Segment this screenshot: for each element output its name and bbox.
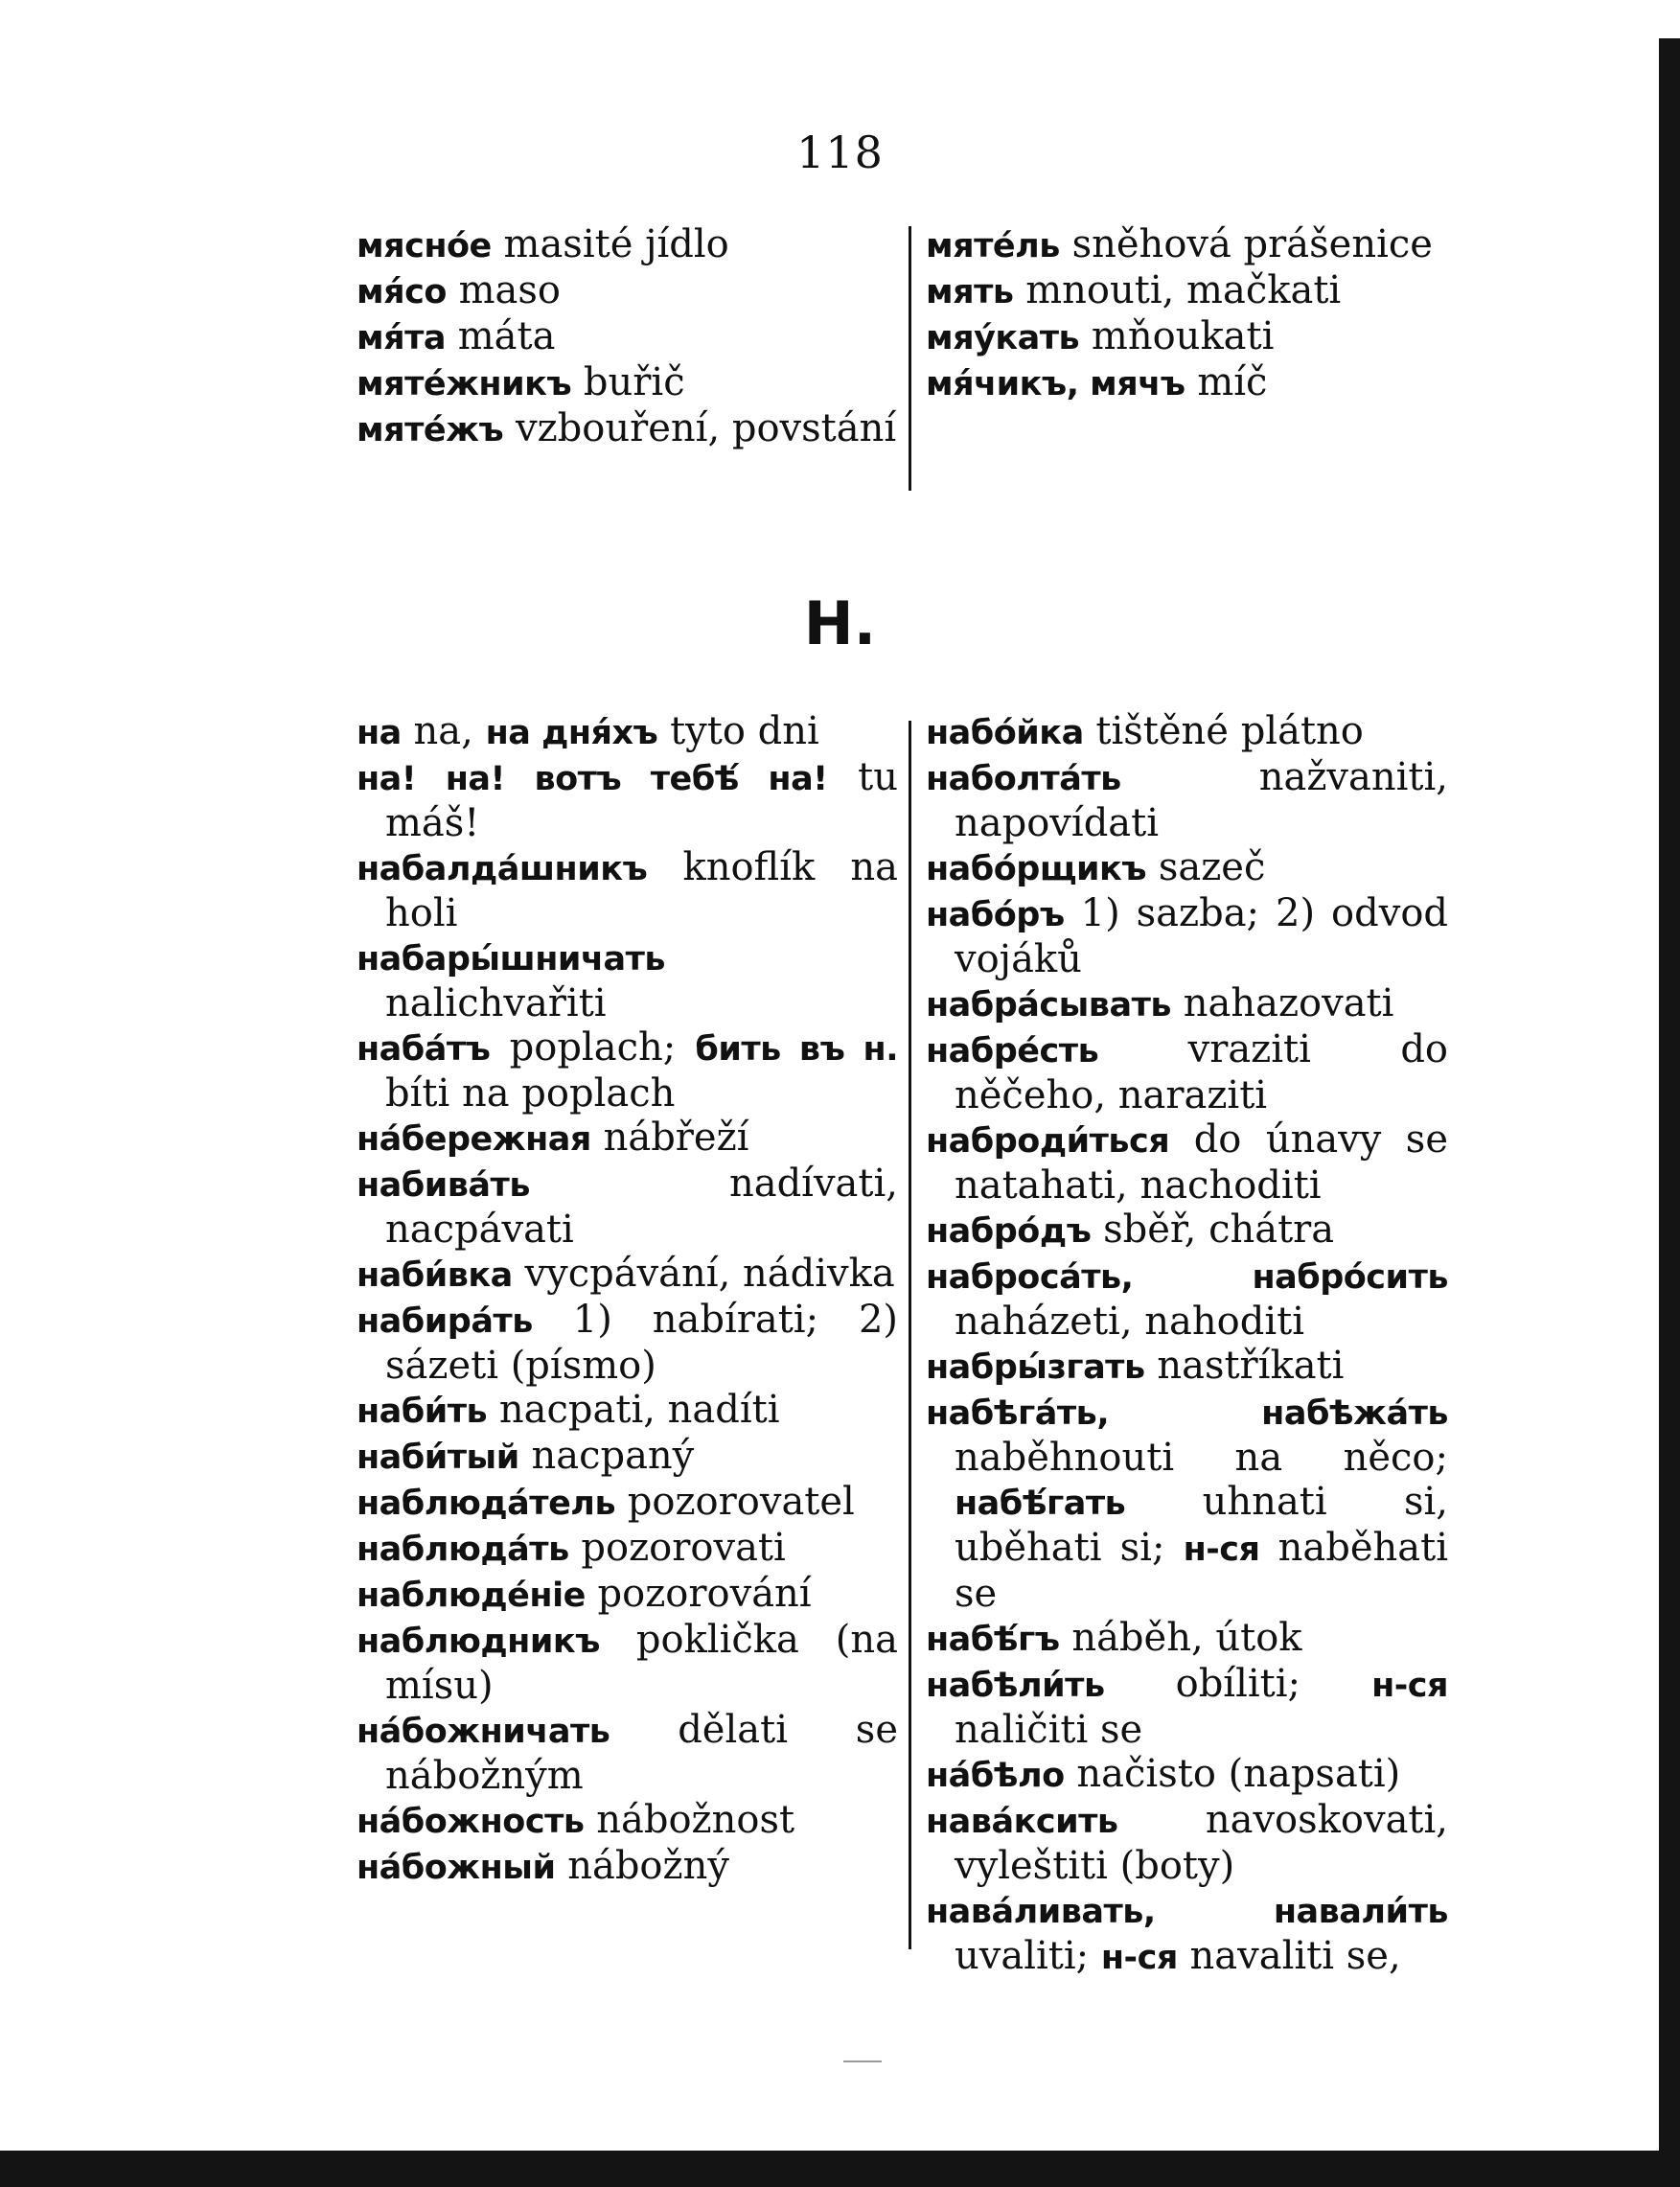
entry-translation: sazeč <box>1158 845 1266 889</box>
entry-headword: мя́со <box>357 273 447 311</box>
entry-translation: uhnati si, uběhati si; <box>955 1480 1449 1570</box>
entry-translation: knoflík na holi <box>385 845 898 935</box>
entry-translation: dělati se nábožným <box>385 1708 898 1798</box>
entry-translation: vraziti do něčeho, naraziti <box>955 1027 1448 1117</box>
entry-translation: náběh, útok <box>1071 1616 1302 1660</box>
entry-headword: набрáсывать <box>926 986 1171 1024</box>
entry-translation: pozorovatel <box>627 1480 855 1524</box>
dictionary-entry <box>357 1480 898 1526</box>
main-right-column <box>926 709 1448 1980</box>
dictionary-entry <box>357 222 898 268</box>
entry-headword: н-ся <box>1100 1939 1178 1977</box>
dictionary-entry <box>357 1025 898 1116</box>
dictionary-entry <box>926 1798 1448 1888</box>
main-column-divider <box>909 721 911 1949</box>
entry-headword: нáбожность <box>357 1803 585 1841</box>
top-right-column <box>926 222 1448 406</box>
entry-headword: набóрщикъ <box>926 850 1147 888</box>
entry-translation: sněhová prášenice <box>1071 222 1433 266</box>
entry-headword: набивáть <box>357 1166 530 1205</box>
entry-translation: na, <box>413 709 473 753</box>
dictionary-entry <box>926 1752 1448 1798</box>
dictionary-entry <box>926 1390 1448 1616</box>
entry-translation: nacpati, nadíti <box>498 1388 780 1432</box>
dictionary-entry <box>926 755 1448 845</box>
dictionary-entry <box>357 1844 898 1890</box>
dictionary-entry <box>926 222 1448 268</box>
entry-headword: набѣгáть, набѣжáть <box>926 1394 1448 1433</box>
entry-headword: набáтъ <box>357 1030 491 1069</box>
entry-headword: набры́згать <box>926 1348 1145 1387</box>
entry-translation: máta <box>457 314 556 358</box>
dictionary-entry <box>357 1798 898 1844</box>
entry-translation: nábřeží <box>603 1116 749 1160</box>
entry-translation: navaliti se, <box>1189 1934 1401 1978</box>
dictionary-entry <box>926 1027 1448 1117</box>
entry-headword: мятéжъ <box>357 411 504 449</box>
entry-headword: навáливать, навали́ть <box>926 1893 1448 1931</box>
entry-headword: мя́чикъ, мячъ <box>926 365 1185 403</box>
entry-translation: pozorovati <box>581 1526 786 1570</box>
entry-headword: набѣ́гать <box>955 1485 1126 1523</box>
entry-headword: мяýкать <box>926 319 1080 357</box>
entry-headword: наби́ть <box>357 1393 488 1431</box>
entry-headword: мять <box>926 273 1014 311</box>
entry-headword: набрóдъ <box>926 1212 1092 1251</box>
dictionary-entry <box>357 709 898 755</box>
dictionary-entry <box>926 1662 1448 1752</box>
entry-translation: buřič <box>583 360 685 404</box>
dictionary-entry <box>357 1526 898 1572</box>
entry-headword: наблюдникъ <box>357 1623 600 1661</box>
dictionary-entry <box>357 268 898 314</box>
entry-headword: навáксить <box>926 1803 1118 1841</box>
entry-headword: наби́тый <box>357 1439 519 1477</box>
top-column-divider <box>909 226 911 491</box>
dictionary-entry <box>926 1254 1448 1344</box>
entry-headword: нáбережная <box>357 1120 591 1159</box>
entry-translation: bíti na poplach <box>385 1071 676 1116</box>
dictionary-entry <box>926 268 1448 314</box>
dictionary-entry <box>926 891 1448 981</box>
dictionary-entry <box>357 1388 898 1434</box>
entry-translation: poplach; <box>509 1025 677 1070</box>
dictionary-entry <box>357 1708 898 1798</box>
entry-headword: н-ся <box>1371 1667 1448 1705</box>
entry-translation: vzbouření, povstání <box>515 406 897 450</box>
dictionary-entry <box>926 1117 1448 1208</box>
dictionary-entry <box>926 709 1448 755</box>
entry-translation: uvaliti; <box>955 1934 1090 1978</box>
entry-headword: набалдáшникъ <box>357 850 648 888</box>
dictionary-entry <box>926 1888 1448 1980</box>
entry-headword: набѣли́ть <box>926 1667 1105 1705</box>
dictionary-entry <box>926 314 1448 360</box>
dictionary-entry <box>926 1616 1448 1662</box>
dictionary-entry <box>357 845 898 935</box>
entry-headword: мя́та <box>357 319 446 357</box>
entry-headword: нáбѣло <box>926 1757 1065 1795</box>
entry-translation: mňoukati <box>1091 314 1275 358</box>
entry-headword: набѣ́гъ <box>926 1621 1060 1659</box>
entry-translation: nažvaniti, napovídati <box>955 755 1448 845</box>
entry-translation: nastříkati <box>1157 1344 1345 1388</box>
dictionary-entry <box>357 1572 898 1618</box>
entry-headword: наби́вка <box>357 1256 513 1295</box>
dictionary-entry <box>926 1344 1448 1390</box>
entry-translation: naběhnouti na něco; <box>955 1436 1448 1480</box>
dictionary-entry <box>926 981 1448 1027</box>
entry-headword: наблюдéніе <box>357 1577 586 1615</box>
entry-translation: nábožnost <box>596 1798 795 1842</box>
entry-translation: nacpaný <box>531 1434 695 1478</box>
dictionary-entry <box>357 1298 898 1388</box>
entry-translation: obíliti; <box>1175 1662 1301 1706</box>
dictionary-entry <box>357 1162 898 1252</box>
entry-headword: на <box>357 714 402 752</box>
entry-translation: pozorování <box>597 1572 812 1616</box>
entry-headword: мятéжникъ <box>357 365 572 403</box>
entry-translation: maso <box>458 268 561 312</box>
dictionary-entry <box>357 360 898 406</box>
dictionary-entry <box>357 314 898 360</box>
dictionary-entry <box>357 406 898 452</box>
entry-headword: набóйка <box>926 714 1084 752</box>
top-left-column <box>357 222 898 452</box>
entry-translation: 1) nabírati; 2) sázeti (písmo) <box>385 1298 898 1388</box>
entry-headword: набросáть, набрóсить <box>926 1258 1448 1297</box>
scan-speck <box>843 2060 882 2062</box>
dictionary-entry <box>926 360 1448 406</box>
entry-translation: naběhati se <box>955 1526 1448 1616</box>
entry-translation: naházeti, nahoditi <box>955 1300 1304 1344</box>
dictionary-entry <box>357 1434 898 1480</box>
scan-border-bottom <box>0 2151 1680 2187</box>
main-left-column <box>357 709 898 1890</box>
dictionary-entry <box>357 1618 898 1708</box>
entry-headword: набирáть <box>357 1302 533 1341</box>
entry-translation: nalichvařiti <box>385 981 607 1025</box>
entry-translation: nábožný <box>567 1844 729 1888</box>
entry-translation: masité jídlo <box>503 222 729 266</box>
entry-translation: vycpávání, nádivka <box>524 1252 895 1296</box>
entry-headword: нáбожный <box>357 1849 556 1887</box>
entry-headword: на дня́хъ <box>485 714 658 752</box>
dictionary-entry <box>357 1252 898 1298</box>
entry-headword: набрéсть <box>926 1032 1099 1070</box>
entry-headword: н-ся <box>1183 1531 1260 1569</box>
dictionary-entry <box>926 845 1448 891</box>
entry-translation: poklička (na mísu) <box>385 1618 898 1708</box>
entry-headword: мяснóе <box>357 227 492 265</box>
entry-headword: мятéль <box>926 227 1060 265</box>
entry-headword: наброди́ться <box>926 1122 1170 1161</box>
entry-translation: sběř, chátra <box>1103 1208 1335 1252</box>
entry-headword: набары́шничать <box>357 940 666 978</box>
dictionary-entry <box>926 1208 1448 1254</box>
entry-translation: míč <box>1197 360 1268 404</box>
entry-translation: navoskovati, vyleštiti (boty) <box>955 1798 1448 1888</box>
entry-headword: наблюдáть <box>357 1531 569 1569</box>
entry-headword: наболтáть <box>926 760 1121 798</box>
entry-translation: 1) sazba; 2) odvod vojáků <box>955 891 1449 981</box>
entry-headword: наблюдáтель <box>357 1485 616 1523</box>
entry-translation: naličiti se <box>955 1708 1143 1752</box>
entry-translation: tu máš! <box>385 755 898 845</box>
entry-translation: tyto dni <box>670 709 819 753</box>
entry-translation: tištěné plátno <box>1095 709 1364 753</box>
entry-translation: nadívati, nacpávati <box>385 1162 898 1252</box>
entry-headword: нáбожничать <box>357 1713 610 1751</box>
entry-headword: бить въ н. <box>695 1030 899 1069</box>
page-number: 118 <box>796 127 884 178</box>
entry-translation: načisto (napsati) <box>1076 1752 1401 1796</box>
entry-translation: nahazovati <box>1183 981 1394 1025</box>
entry-translation: mnouti, mačkati <box>1025 268 1342 312</box>
dictionary-entry <box>357 755 898 845</box>
scan-border-right <box>1659 38 1680 2187</box>
entry-headword: набóръ <box>926 896 1065 934</box>
section-letter: Н. <box>803 588 877 658</box>
entry-translation: do únavy se natahati, nachoditi <box>955 1117 1449 1208</box>
dictionary-entry <box>357 935 898 1025</box>
dictionary-entry <box>357 1116 898 1162</box>
entry-headword: на! на! вотъ тебѣ́ на! <box>357 760 828 798</box>
